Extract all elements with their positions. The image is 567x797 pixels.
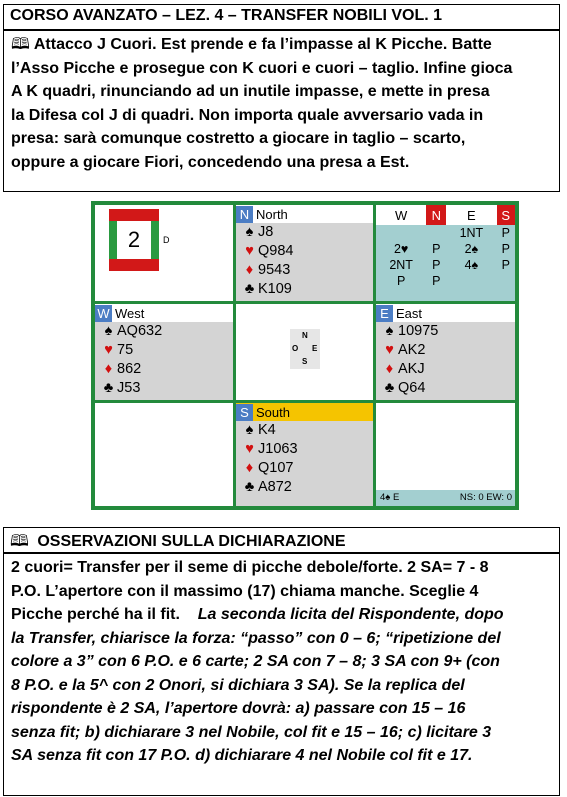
spade-icon: ♠ [104, 323, 113, 339]
club-icon: ♣ [384, 380, 395, 396]
west-clubs: J53 [117, 380, 141, 396]
intro-box [3, 30, 560, 192]
auction-cell: 1NT [459, 226, 484, 240]
diamond-icon: ♦ [385, 361, 394, 377]
section-body [3, 553, 560, 796]
result-bar [376, 490, 515, 506]
diamond-icon: ♦ [245, 460, 254, 476]
section-italic-line: SA senza fit con 17 P.O. d) dichiarare 4 nel Nobile col fit e 17. [11, 747, 473, 764]
score: NS: 0 EW: 0 [459, 492, 512, 503]
auction-cell [426, 225, 446, 241]
lesson-title: CORSO AVANZATO – LEZ. 4 – TRANSFER NOBILI VOL. 1 [10, 7, 443, 24]
intro-line: la Difesa col J di quadri. Non importa quale avversario vada in [11, 106, 484, 124]
auction-cell: P [432, 242, 441, 256]
book-icon: 🕮 [11, 36, 30, 53]
section-line: 2 cuori= Transfer per il seme di picche debole/forte. 2 SA= 7 - 8 [11, 559, 489, 576]
section-italic-line: la Transfer, chiarisce la forza: “passo” con 0 – 6; “ripetizione del [11, 629, 501, 647]
section-line: P.O. L’apertore con il massimo (17) chiama manche. Sceglie 4 [11, 582, 479, 600]
section-italic-line: senza fit; b) dichiarare 3 nel Nobile, col fit e 15 – 16; c) licitare 3 [11, 723, 492, 741]
section-title: OSSERVAZIONI SULLA DICHIARAZIONE [37, 533, 346, 550]
section-header [3, 527, 560, 553]
club-icon: ♣ [244, 479, 255, 495]
west-spades: AQ632 [117, 323, 163, 339]
table-center [236, 304, 373, 400]
bridge-diagram [91, 201, 519, 510]
auction-header-n: N [426, 205, 446, 225]
intro-text [4, 33, 559, 174]
compass [290, 329, 320, 369]
auction-header-s: S [497, 205, 515, 225]
board-number-card [109, 209, 170, 271]
compass-n: N [302, 331, 308, 340]
west-hand [95, 304, 233, 400]
dealer-label: D [163, 235, 170, 245]
heart-icon: ♥ [104, 342, 113, 358]
board-number: 2 [117, 221, 151, 259]
heart-icon: ♥ [385, 342, 394, 358]
auction-cell: P [432, 274, 441, 288]
club-icon: ♣ [244, 281, 255, 297]
board-number-cell [95, 205, 233, 301]
east-diamonds: AKJ [398, 361, 425, 377]
south-clubs: A872 [258, 479, 292, 495]
spade-icon: ♠ [245, 224, 254, 240]
auction-cell: P [501, 226, 510, 240]
spade-icon: ♠ [245, 422, 254, 438]
section-italic-line: rispondente è 2 SA, l’apertore dovrà: a) passare con 15 – 16 [11, 700, 466, 717]
east-clubs: Q64 [398, 380, 426, 396]
north-spades: J8 [258, 224, 274, 240]
west-hearts: 75 [117, 342, 134, 358]
auction-cell: 2♥ [393, 242, 409, 256]
compass-e: E [312, 344, 318, 353]
west-name: West [115, 306, 145, 321]
compass-o: O [292, 344, 299, 353]
intro-line: Attacco J Cuori. Est prende e fa l’impasse al K Picche. Batte [33, 36, 492, 53]
north-hand [236, 205, 373, 301]
section-text [4, 556, 559, 768]
club-icon: ♣ [103, 380, 114, 396]
section-italic-line: colore a 3” con 6 P.O. e 6 carte; 2 SA con 7 – 8; 3 SA con 9+ (con [11, 653, 500, 670]
intro-line: presa: sarà comunque costretto a giocare in taglio – scarto, [11, 130, 466, 147]
diamond-icon: ♦ [245, 262, 254, 278]
auction-cell [446, 273, 496, 289]
south-diamonds: Q107 [258, 460, 294, 476]
north-diamonds: 9543 [258, 262, 291, 278]
auction-cell: 2NT [389, 258, 413, 272]
auction-cell: 4♠ [464, 258, 479, 272]
auction-cell [497, 273, 515, 289]
east-tag: E [376, 305, 393, 322]
south-name: South [256, 405, 290, 420]
east-name: East [396, 306, 423, 321]
auction-table [376, 205, 515, 301]
heart-icon: ♥ [245, 441, 254, 457]
west-tag: W [95, 305, 112, 322]
compass-s: S [302, 357, 308, 366]
auction-cell [376, 225, 426, 241]
west-diamonds: 862 [117, 361, 142, 377]
auction-cell: 2♠ [464, 242, 479, 256]
north-hearts: Q984 [258, 243, 294, 259]
intro-line: l’Asso Picche e prosegue con K cuori e cuori – taglio. Infine gioca [11, 59, 513, 77]
heart-icon: ♥ [245, 243, 254, 259]
auction-cell: P [432, 258, 441, 272]
lesson-header [3, 4, 560, 30]
south-hearts: J1063 [258, 441, 298, 457]
section-line: Picche perché ha il fit. [11, 606, 180, 623]
auction-header-w: W [376, 205, 426, 225]
east-hand [376, 304, 515, 400]
south-spades: K4 [258, 422, 276, 438]
south-tag: S [236, 404, 253, 421]
spade-icon: ♠ [385, 323, 394, 339]
intro-line: oppure a giocare Fiori, concedendo una presa a Est. [11, 153, 410, 171]
east-spades: 10975 [398, 323, 439, 339]
east-hearts: AK2 [398, 342, 426, 358]
north-tag: N [236, 206, 253, 223]
north-name: North [256, 207, 288, 222]
section-italic-line: 8 P.O. e la 5^ con 2 Onori, si dichiara 3 SA). Se la replica del [11, 676, 465, 694]
north-clubs: K109 [258, 281, 292, 297]
auction-cell: P [501, 242, 510, 256]
diamond-icon: ♦ [104, 361, 113, 377]
book-icon: 🕮 [10, 533, 29, 550]
auction-header-e: E [446, 205, 496, 225]
intro-line: A K quadri, rinunciando ad un inutile impasse, e mette in presa [11, 83, 490, 100]
south-hand [236, 403, 373, 506]
contract: 4♠ E [380, 492, 400, 503]
section-italic: La seconda licita del Rispondente, dopo [197, 606, 504, 623]
auction-cell: P [501, 258, 510, 272]
result-cell [376, 403, 515, 506]
auction-cell: P [396, 274, 406, 288]
empty-cell [95, 403, 233, 506]
